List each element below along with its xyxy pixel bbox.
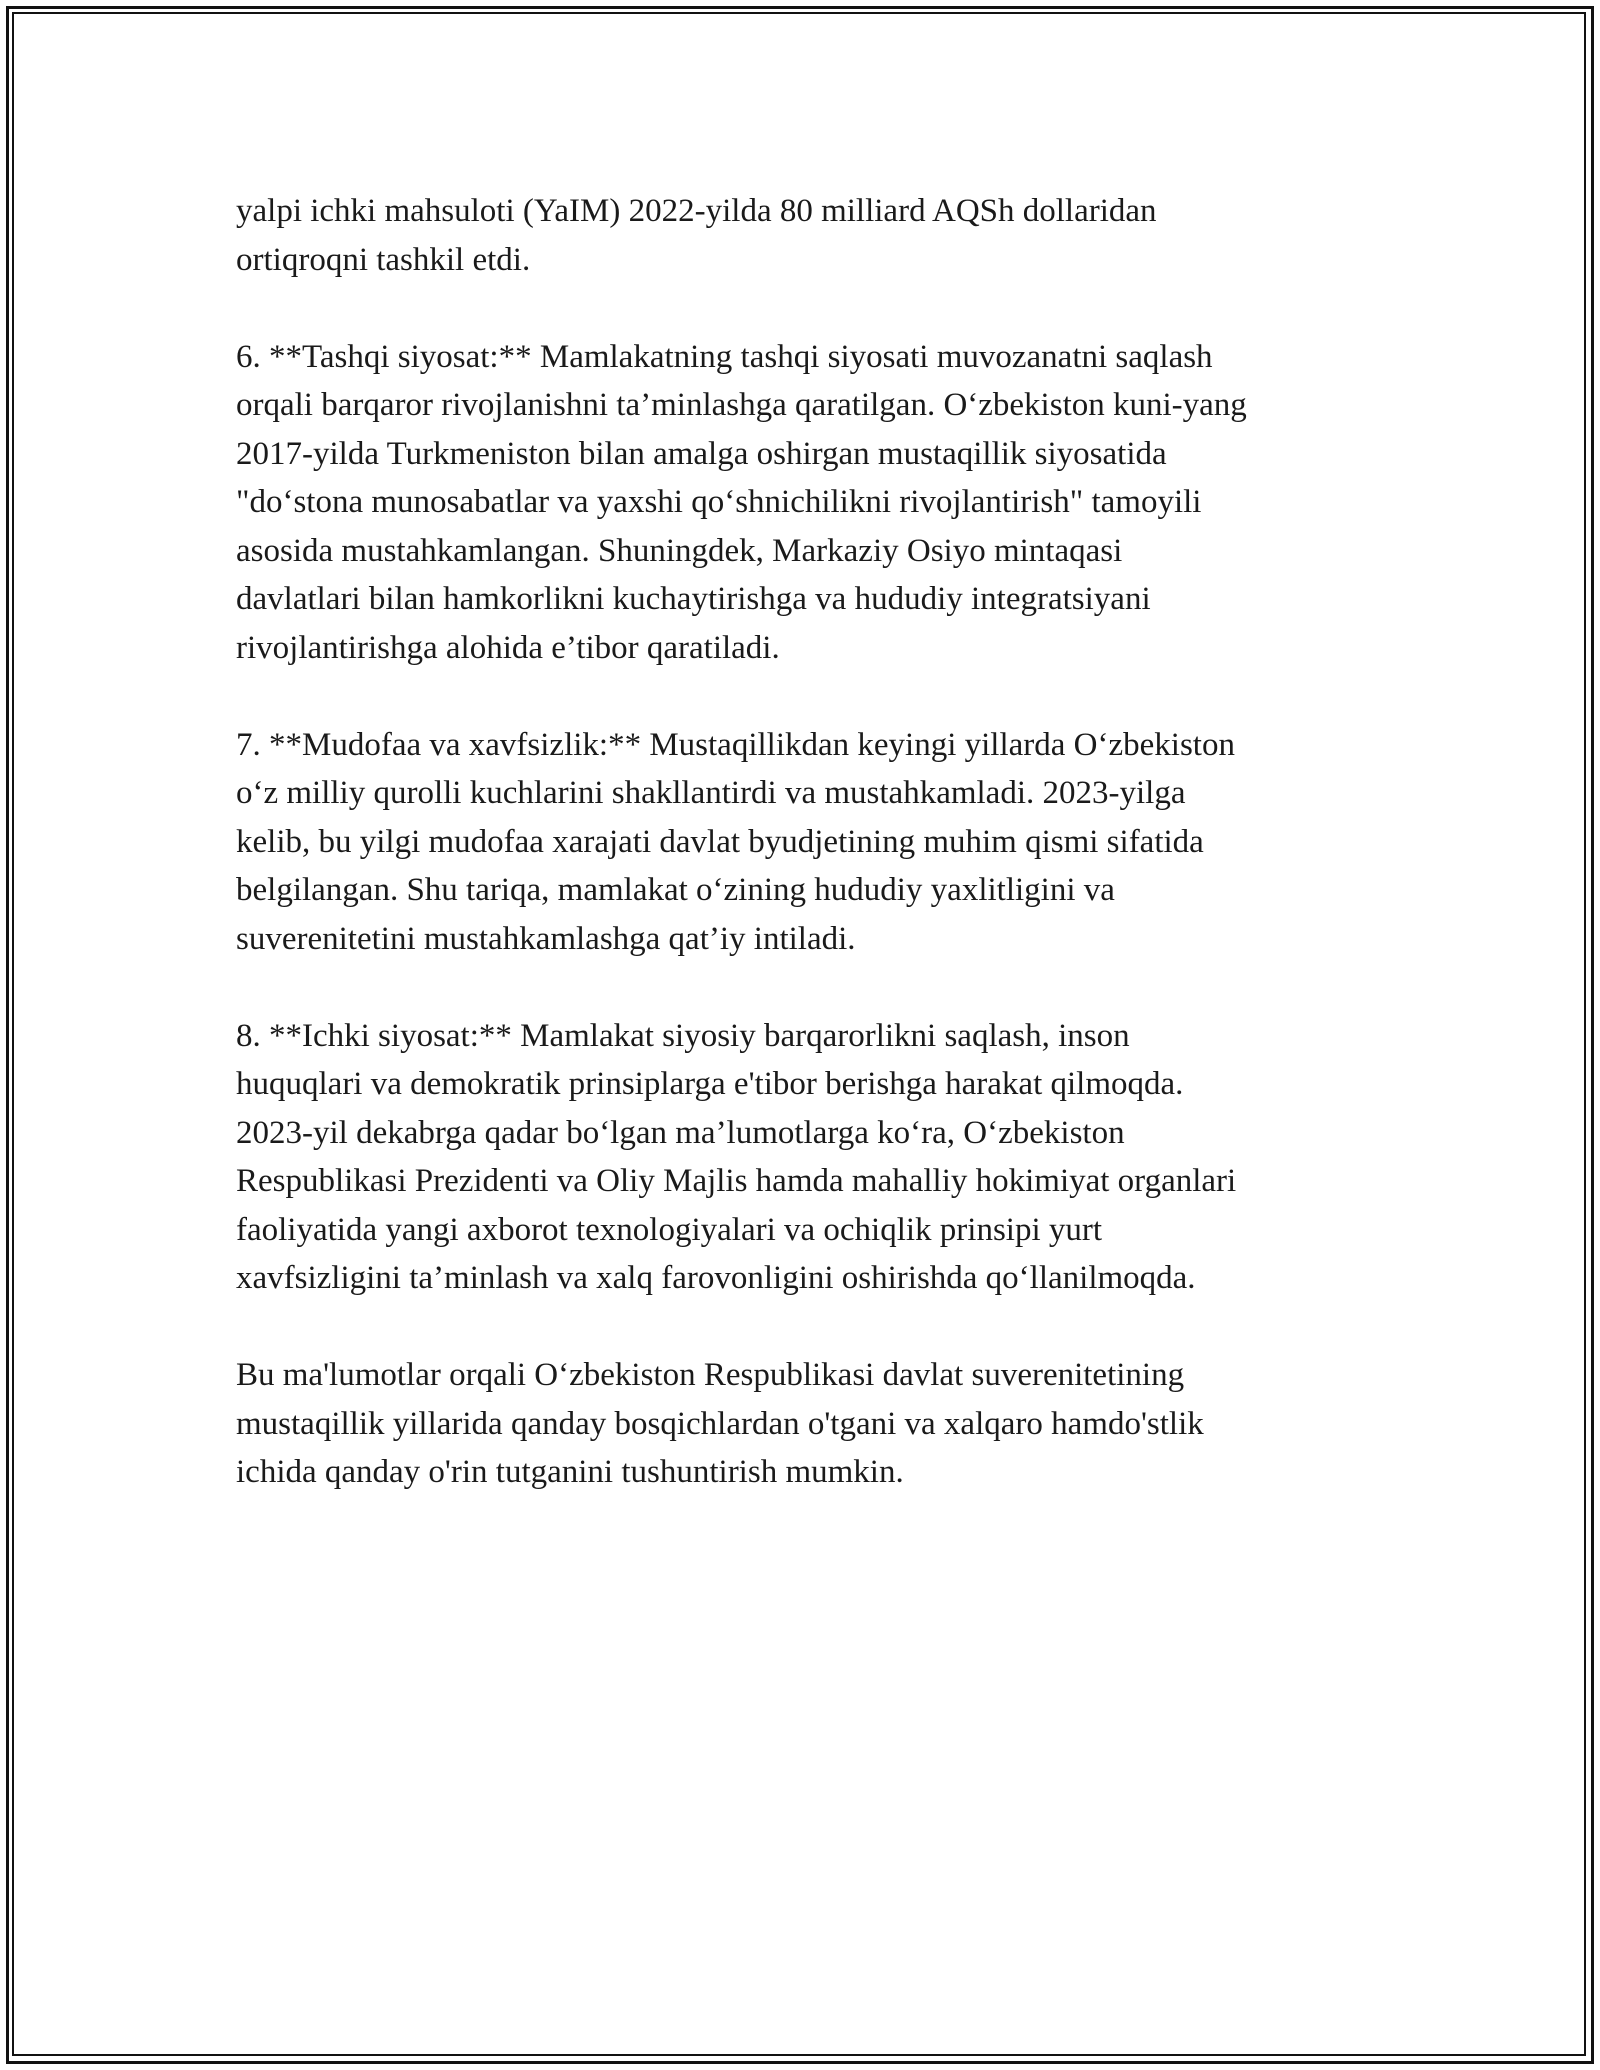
paragraph-defense-security bbox=[236, 721, 1366, 964]
text-line: belgilangan. Shu tariqa, mamlakat o‘zining hududiy yaxlitligini va bbox=[236, 872, 1115, 908]
text-line: kelib, bu yilgi mudofaa xarajati davlat byudjetining muhim qismi sifatida bbox=[236, 823, 1204, 860]
paragraph-conclusion bbox=[236, 1351, 1366, 1497]
text-line: ichida qanday o'rin tutganini tushuntirish mumkin. bbox=[236, 1454, 904, 1490]
text-line: suverenitetini mustahkamlashga qat’iy intiladi. bbox=[236, 920, 856, 957]
paragraph-domestic-policy bbox=[236, 1012, 1366, 1303]
text-line: davlatlari bilan hamkorlikni kuchaytirishga va hududiy integratsiyani bbox=[236, 581, 1151, 617]
paragraph-foreign-policy bbox=[236, 333, 1366, 673]
text-line: Bu ma'lumotlar orqali O‘zbekiston Respublikasi davlat suverenitetining bbox=[236, 1357, 1185, 1393]
text-line: 2017-yilda Turkmeniston bilan amalga oshirgan mustaqillik siyosatida bbox=[236, 435, 1167, 472]
text-line: orqali barqaror rivojlanishni ta’minlashga qaratilgan. O‘zbekiston kuni-yang bbox=[236, 387, 1247, 423]
document-body bbox=[236, 187, 1366, 1545]
text-line: Respublikasi Prezidenti va Oliy Majlis hamda mahalliy hokimiyat organlari bbox=[236, 1163, 1237, 1199]
text-line: xavfsizligini ta’minlash va xalq farovonligini oshirishda qo‘llanilmoqda. bbox=[236, 1260, 1196, 1296]
text-line: 2023-yil dekabrga qadar bo‘lgan ma’lumotlarga ko‘ra, O‘zbekiston bbox=[236, 1114, 1125, 1151]
text-line: o‘z milliy qurolli kuchlarini shakllantirdi va mustahkamladi. 2023-yilga bbox=[236, 775, 1186, 811]
text-line: huquqlari va demokratik prinsiplarga e'tibor berishga harakat qilmoqda. bbox=[236, 1066, 1184, 1102]
text-line: asosida mustahkamlangan. Shuningdek, Markaziy Osiyo mintaqasi bbox=[236, 532, 1123, 569]
text-line: mustaqillik yillarida qanday bosqichlardan o'tgani va xalqaro hamdo'stlik bbox=[236, 1405, 1204, 1442]
text-line: "do‘stona munosabatlar va yaxshi qo‘shnichilikni rivojlantirish" tamoyili bbox=[236, 484, 1202, 520]
text-line: 6. **Tashqi siyosat:** Mamlakatning tashqi siyosati muvozanatni saqlash bbox=[236, 338, 1213, 375]
paragraph-gdp-continuation bbox=[236, 187, 1366, 284]
text-line: ortiqroqni tashkil etdi. bbox=[236, 241, 531, 278]
text-line: 8. **Ichki siyosat:** Mamlakat siyosiy barqarorlikni saqlash, inson bbox=[236, 1017, 1130, 1054]
text-line: yalpi ichki mahsuloti (YaIM) 2022-yilda 80 milliard AQSh dollaridan bbox=[236, 193, 1157, 229]
text-line: faoliyatida yangi axborot texnologiyalari va ochiqlik prinsipi yurt bbox=[236, 1211, 1103, 1248]
text-line: 7. **Mudofaa va xavfsizlik:** Mustaqillikdan keyingi yillarda O‘zbekiston bbox=[236, 726, 1235, 763]
text-line: rivojlantirishga alohida e’tibor qaratiladi. bbox=[236, 629, 780, 666]
